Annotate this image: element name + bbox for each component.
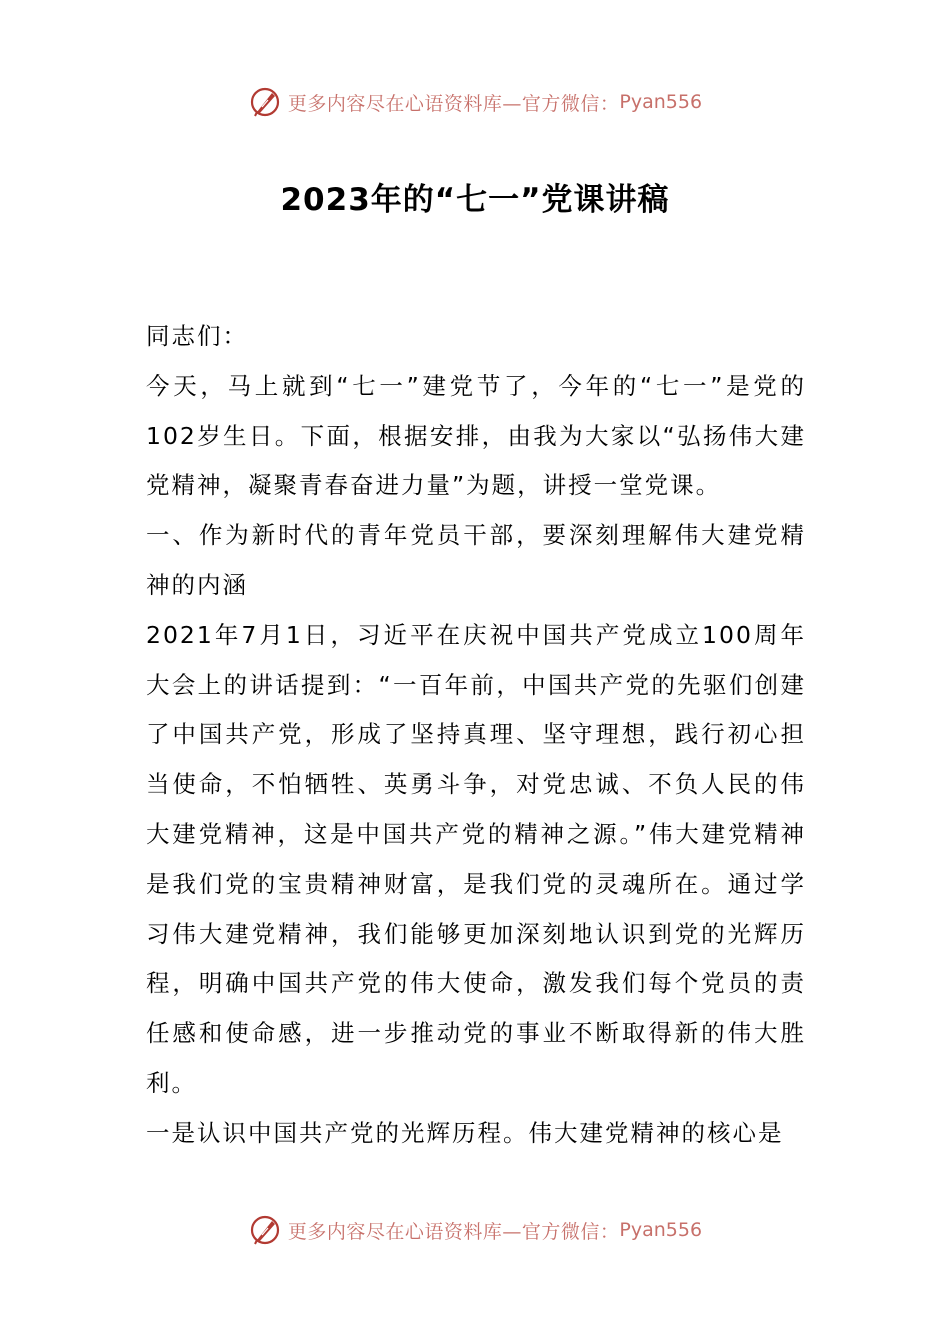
header-watermark-banner (0, 80, 950, 124)
quill-pen-logo-icon (248, 85, 282, 119)
document-body (146, 312, 806, 1159)
banner-text: 更多内容尽在心语资料库—官方微信： (287, 1220, 620, 1243)
document-title: 2023年的“七一”党课讲稿 (280, 182, 670, 218)
footer-watermark-banner (0, 1208, 950, 1252)
body-paragraph: 2021年7月1日，习近平在庆祝中国共产党成立100周年大会上的讲话提到：“一百年前，中国共产党的先驱们创建了中国共产党，形成了坚持真理、坚守理想，践行初心担当使命，不怕牺牲、英勇斗争，对党忠诚、不负人民的伟大建党精神，这是中国共产党的精神之源。”伟大建党精神是我们党的宝贵精神财富，是我们党的灵魂所在。通过学习伟大建党精神，我们能够更加深刻地认识到党的光辉历程，明确中国共产党的伟大使命，激发我们每个党员的责任感和使命感，进一步推动党的事业不断取得新的伟大胜利。 (146, 620, 806, 1097)
salutation: 同志们： (146, 322, 248, 350)
quill-pen-logo-icon (248, 1213, 282, 1247)
body-paragraph-point-1: 一是认识中国共产党的光辉历程。伟大建党精神的核心是 (146, 1118, 784, 1147)
banner-wechat-handle: Pyan556 (619, 91, 703, 113)
banner-text: 更多内容尽在心语资料库—官方微信： (287, 92, 620, 115)
banner-wechat-handle: Pyan556 (619, 1219, 703, 1241)
intro-paragraph: 今天，马上就到“七一”建党节了，今年的“七一”是党的102岁生日。下面，根据安排，由我为大家以“弘扬伟大建党精神，凝聚青春奋进力量”为题，讲授一堂党课。 (146, 371, 806, 500)
section-heading-1: 一、作为新时代的青年党员干部，要深刻理解伟大建党精神的内涵 (146, 521, 806, 599)
